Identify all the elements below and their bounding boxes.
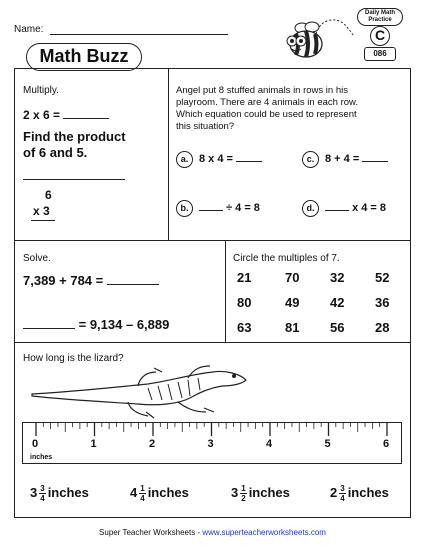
choice-fraction (240, 484, 246, 503)
option-a[interactable] (176, 151, 262, 168)
daily-practice-badge (357, 8, 403, 62)
badge-number: 086 (373, 49, 387, 58)
footer (0, 528, 425, 537)
ruler-labels (22, 438, 402, 452)
word-problem-line3: Which equation could be used to represent (176, 109, 357, 120)
solve-eq2 (23, 317, 169, 332)
choice-unit: inches (47, 484, 89, 500)
multiple-cell[interactable]: 36 (375, 295, 390, 310)
option-c-letter: c. (302, 151, 319, 168)
choice-fraction (339, 484, 345, 503)
find-product-line2: of 6 and 5. (23, 145, 88, 160)
multiple-cell[interactable]: 81 (285, 320, 300, 335)
multiple-cell[interactable]: 42 (330, 295, 345, 310)
option-b[interactable] (176, 200, 260, 217)
choice-unit: inches (147, 484, 189, 500)
choice-whole: 3 (30, 484, 38, 500)
word-problem-line1: Angel put 8 stuffed animals in rows in his (176, 85, 348, 96)
multiple-cell[interactable]: 52 (375, 270, 390, 285)
name-line[interactable] (50, 34, 228, 35)
multiply-equation (23, 108, 109, 122)
footer-url[interactable]: www.superteacherworksheets.com (202, 528, 326, 537)
option-b-text: ÷ 4 = 8 (226, 202, 260, 214)
option-b-letter: b. (176, 200, 193, 217)
solve-eq2-blank[interactable] (23, 328, 75, 329)
lizard-question: How long is the lizard? (23, 353, 124, 364)
fraction-denominator: 4 (140, 494, 145, 503)
vertical-bottom: x 3 (33, 204, 50, 218)
multiples-instruction: Circle the multiples of 7. (233, 253, 340, 264)
multiple-cell[interactable]: 21 (237, 270, 252, 285)
option-d[interactable] (302, 200, 386, 217)
bee-icon (280, 14, 362, 70)
multiple-cell[interactable]: 70 (285, 270, 300, 285)
ruler-number: 0 (32, 438, 39, 450)
multiple-cell[interactable]: 49 (285, 295, 300, 310)
footer-prefix: Super Teacher Worksheets - (99, 528, 203, 537)
option-b-blank[interactable] (199, 210, 223, 211)
choice-2[interactable] (130, 484, 189, 503)
choice-4[interactable] (330, 484, 389, 503)
vertical-line (31, 220, 55, 221)
option-d-blank[interactable] (325, 210, 349, 211)
solve-eq1-text: 7,389 + 784 = (23, 273, 104, 288)
find-product-line1: Find the product (23, 129, 126, 144)
badge-line1: Daily Math (364, 10, 395, 16)
choice-3[interactable] (231, 484, 290, 503)
fraction-denominator: 4 (340, 494, 345, 503)
option-a-blank[interactable] (236, 161, 262, 162)
solve-instruction: Solve. (23, 253, 51, 264)
ruler-number: 1 (90, 438, 97, 450)
multiple-cell[interactable]: 63 (237, 320, 252, 335)
ruler-number: 5 (324, 438, 331, 450)
fraction-numerator: 3 (340, 484, 345, 493)
badge-letter: C (374, 27, 386, 43)
choice-fraction (139, 484, 145, 503)
option-c-blank[interactable] (362, 161, 388, 162)
option-d-letter: d. (302, 200, 319, 217)
product-answer-line[interactable] (23, 179, 125, 180)
ruler-number: 2 (149, 438, 156, 450)
badge-line2: Practice (368, 17, 392, 23)
multiply-equation-text: 2 x 6 = (23, 108, 61, 122)
option-a-text: 8 x 4 = (199, 153, 233, 165)
choice-unit: inches (347, 484, 389, 500)
ruler-unit: inches (30, 454, 53, 461)
ruler-number: 6 (383, 438, 390, 450)
name-label: Name: (14, 24, 44, 35)
choice-whole: 3 (231, 484, 239, 500)
fraction-denominator: 2 (241, 494, 246, 503)
choice-1[interactable] (30, 484, 89, 503)
fraction-numerator: 1 (140, 484, 145, 493)
option-a-letter: a. (176, 151, 193, 168)
page-title: Math Buzz (39, 46, 129, 66)
option-c-text: 8 + 4 = (325, 153, 360, 165)
word-problem-line2: playroom. There are 4 animals in each row. (176, 97, 358, 108)
fraction-numerator: 1 (241, 484, 246, 493)
word-problem-line4: this situation? (176, 121, 235, 132)
multiple-cell[interactable]: 80 (237, 295, 252, 310)
answer-blank[interactable] (63, 118, 109, 119)
solve-eq2-text: = 9,134 – 6,889 (78, 317, 170, 332)
option-d-text: x 4 = 8 (352, 202, 387, 214)
multiply-instruction: Multiply. (23, 85, 59, 96)
ruler-number: 4 (266, 438, 273, 450)
option-c[interactable] (302, 151, 388, 168)
choice-whole: 4 (130, 484, 138, 500)
multiple-cell[interactable]: 56 (330, 320, 345, 335)
solve-eq1 (23, 273, 159, 288)
vertical-top: 6 (45, 188, 52, 202)
ruler-number: 3 (207, 438, 214, 450)
solve-eq1-blank[interactable] (107, 284, 159, 285)
lizard-illustration (28, 362, 253, 422)
multiple-cell[interactable]: 32 (330, 270, 345, 285)
fraction-numerator: 3 (40, 484, 45, 493)
fraction-denominator: 4 (40, 494, 45, 503)
multiple-cell[interactable]: 28 (375, 320, 390, 335)
choice-whole: 2 (330, 484, 338, 500)
choice-fraction (39, 484, 45, 503)
choice-unit: inches (248, 484, 290, 500)
